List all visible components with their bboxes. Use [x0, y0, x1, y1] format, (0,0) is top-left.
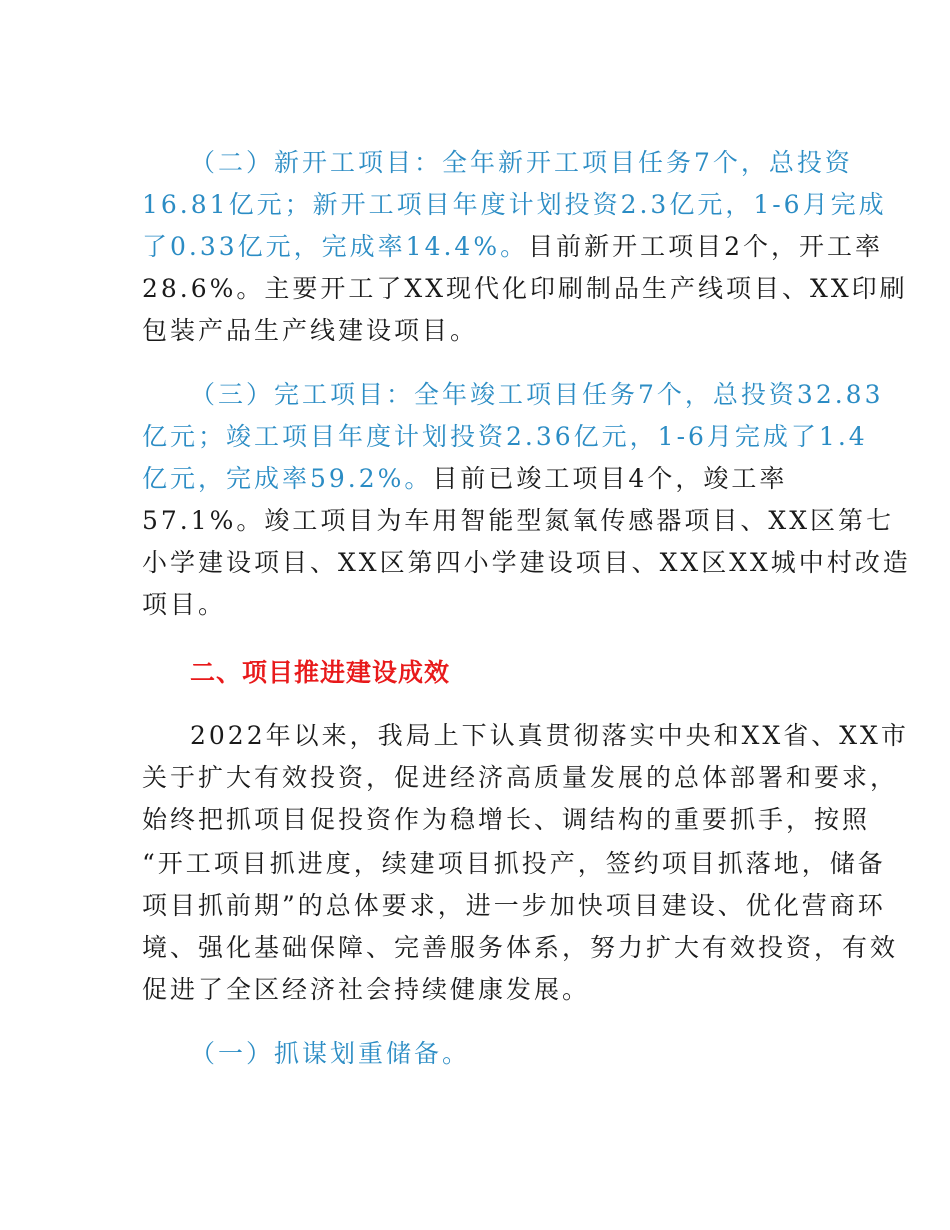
section-completed-projects-line-3-highlight: 亿元，完成率59.2%。	[142, 464, 433, 493]
subheading: （一）抓谋划重储备。	[190, 1039, 471, 1068]
section-new-projects-line-4: 28.6%。主要开工了XX现代化印刷制品生产线项目、XX印刷	[142, 274, 908, 303]
section-new-projects-line-2: 16.81亿元；新开工项目年度计划投资2.3亿元，1-6月完成	[142, 190, 887, 219]
section-new-projects-line-3	[142, 229, 883, 265]
section-completed-projects-line-6: 项目。	[142, 590, 227, 619]
body-line-5: 项目抓前期”的总体要求，进一步加快项目建设、优化营商环	[142, 891, 886, 920]
body-line-2: 关于扩大有效投资，促进经济高质量发展的总体部署和要求，	[142, 763, 899, 792]
section-completed-projects-line-2: 亿元；竣工项目年度计划投资2.36亿元，1-6月完成了1.4	[142, 422, 868, 451]
body-line-7: 促进了全区经济社会持续健康发展。	[142, 975, 591, 1004]
section-new-projects-line-3-highlight: 了0.33亿元，完成率14.4%。	[142, 232, 529, 261]
body-line-1: 2022年以来，我局上下认真贯彻落实中央和XX省、XX市	[190, 721, 909, 750]
section-completed-projects-line-3	[142, 461, 787, 497]
body-line-6: 境、强化基础保障、完善服务体系，努力扩大有效投资，有效	[142, 933, 899, 962]
section-completed-projects-line-3-tail: 目前已竣工项目4个，竣工率	[432, 464, 788, 493]
section-completed-projects-line-4: 57.1%。竣工项目为车用智能型氮氧传感器项目、XX区第七	[142, 506, 895, 535]
body-line-3: 始终把抓项目促投资作为稳增长、调结构的重要抓手，按照	[142, 805, 871, 834]
section-new-projects-line-3-tail: 目前新开工项目2个，开工率	[528, 232, 884, 261]
section-new-projects-line-1: （二）新开工项目：全年新开工项目任务7个，总投资	[190, 148, 853, 177]
section-heading: 二、项目推进建设成效	[190, 658, 451, 687]
section-completed-projects-line-1: （三）完工项目：全年竣工项目任务7个，总投资32.83	[190, 380, 884, 409]
section-completed-projects-line-5: 小学建设项目、XX区第四小学建设项目、XX区XX城中村改造	[142, 548, 911, 577]
body-line-4: “开工项目抓进度，续建项目抓投产，签约项目抓落地，储备	[142, 849, 886, 878]
section-new-projects-line-5: 包装产品生产线建设项目。	[142, 316, 479, 345]
